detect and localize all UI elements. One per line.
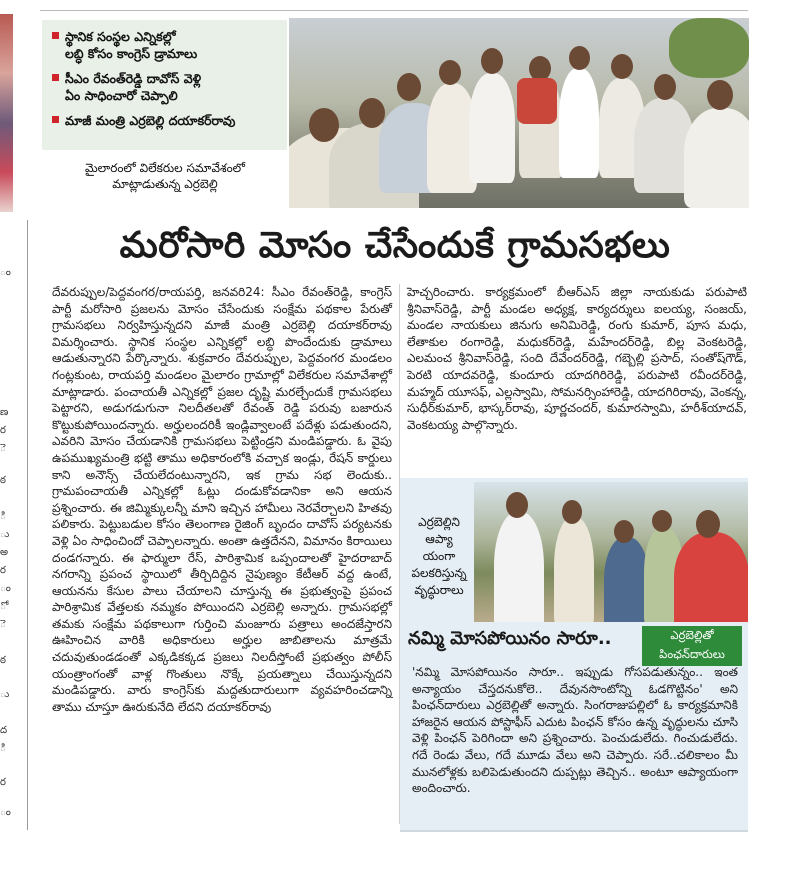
caption-line: పలకరిస్తున్న <box>411 566 467 580</box>
strip-glyph: ఠ <box>0 475 6 486</box>
strip-glyph: ర <box>0 565 6 576</box>
caption-line: ఆప్యా <box>425 532 453 546</box>
strip-glyph: ం <box>0 267 11 278</box>
highlight-text: స్థానిక సంస్థల ఎన్నికల్లో <box>65 29 176 44</box>
highlight-item <box>52 28 197 62</box>
strip-glyph: ద <box>0 725 8 736</box>
caption-line: మాట్లాడుతున్న ఎర్రబెల్లి <box>112 177 218 191</box>
highlight-text: ఏం సాధించారో చెప్పాలి <box>65 88 178 103</box>
pensioners-photo <box>474 482 748 622</box>
strip-glyph: ో <box>0 601 6 612</box>
headline: మరోసారి మోసం చేసేందుకే గ్రామసభలు <box>119 225 671 266</box>
strip-glyph: ు <box>0 529 10 540</box>
neighbor-photo-edge <box>0 14 13 212</box>
tag-line: పింఛన్‌దారులు <box>659 647 725 661</box>
strip-glyph: ు <box>0 689 10 700</box>
highlight-text: సీఎం రేవంత్‌రెడ్డి దావోస్ వెళ్లి <box>65 71 202 86</box>
top-rule <box>40 10 748 11</box>
strip-glyph: ి <box>0 743 6 754</box>
inset-story <box>400 478 748 830</box>
inset-photo-caption <box>408 514 470 599</box>
article-body-left: దేవరుప్పుల/పెద్దవంగర/రాయపర్తి, జనవరి24: సీఎం రేవంత్‌రెడ్డి, కాంగ్రెస్ పార్టీ మరోసారి ప్రజలను మోసం చేసేందుకు సంక్షేమ పథకాల పేరుతో గ్రామసభలు నిర్వహిస్తున్నదని మాజీ మంత్రి ఎర్రబెల్లి దయాకర్‌రావు విమర్శించారు. స్థానిక సంస్థల ఎన్నికల్లో లబ్ధి పొందేందుకు డ్రామాలు ఆడుతున్నారని పేర్కొన్నారు. శుక్రవారం దేవరుప్పుల, పెద్దవంగర మండలం గంట్లకుంట, రాయపర్తి మండలం మైలారం గ్రామాల్లో విలేకరుల సమావేశాల్లో మాట్లాడారు. పంచాయతీ ఎన్నికల్లో ప్రజల దృష్టి మరల్చేందుకే గ్రామసభలు పెట్టారని, అడుగడుగునా నిలదీతలతో రేవంత్ రెడ్డి పరువు బజారున కొట్టుకుపోయిందన్నారు. అర్హులందరికీ ఇండ్లివ్వాలంటే పదేళ్లు పడుతుందని, ఎవరిని మోసం చేయడానికి గ్రామసభలు పెట్టిండ్రని మండిపడ్డారు. ఓ వైపు ఉపముఖ్యమంత్రి భట్టి తాము అధికారంలోకి వచ్చాక ఇండ్లు, రేషన్ కార్డులు కాని అనౌన్స్ చేయలేదంటున్నారని, ఇక గ్రామ సభ లెందుకు.. గ్రామపంచాయతీ ఎన్నికల్లో ఓట్లు దండుకోవడానికా అని ఆయన ప్రశ్నించారు. ఈ జిమ్మిక్కులన్నీ మాని ఇచ్చిన హామీలు నెరవేర్చాలని హితవు పలికారు. పెట్టుబడుల కోసం తెలంగాణ రైజింగ్ బృందం దావోస్ పర్యటనకు వెళ్లి ఏం సాధించిందో చెప్పాలన్నారు. అంతా ఉత్తదేనని, విమానం కిరాయిలు దండగన్నారు. ఈ ఫార్ములా రేస్, పారిశ్రామిక ఒప్పందాలతో హైదరాబాద్ నగరాన్ని ప్రపంచ స్థాయిలో తీర్చిదిద్దిన నైపుణ్యం కేటీఆర్ వద్ద ఉంటే, ఆయనను కేసుల పాలు చేయాలని చూస్తున్న ఈ ప్రభుత్వంపై ప్రపంచ పారిశ్రామిక వేత్తలకు నమ్మకం పోయిందని ఎర్రబెల్లి అన్నారు. గ్రామసభల్లో తమకు సంక్షేమ పథకాలుగా గుర్తించి మంజూరు పత్రాలు అందజేస్తారని ఊహించిన వారికి అధికారులు అర్హుల జాబితాలను మాత్రమే చదువుతుండడంతో ఎక్కడికక్కడ ప్రజలు నిలదీస్తోంటే ప్రభుత్వం పోలీస్ యంత్రాంగంతో వాళ్ల గొంతులు నొక్కే ప్రయత్నాలు చేయిస్తున్నదని మండిపడ్డారు. వారు కాంగ్రెస్‌కు మద్దతుదారులుగా వ్యవహరించడాన్ని తాము చూస్తూ ఊరుకునేది లేదని దయాకర్‌రావు <box>52 285 392 714</box>
left-neighbor-strip <box>0 0 30 830</box>
highlight-text: లబ్ధి కోసం కాంగ్రెస్ డ్రామాలు <box>65 46 198 61</box>
caption-line: ఎర్రబెల్లిని <box>418 515 460 529</box>
column-divider <box>27 220 28 830</box>
caption-line: యంగా <box>422 549 456 563</box>
strip-glyph: ె <box>0 443 6 454</box>
inset-headline: నమ్మి మోసపోయినం సారూ.. <box>408 628 612 649</box>
strip-glyph: ణ <box>0 407 9 418</box>
strip-glyph: ం <box>0 807 11 818</box>
press-meet-photo <box>289 18 749 208</box>
bullet-square-icon <box>52 32 59 39</box>
highlight-item <box>52 70 201 104</box>
highlights-box <box>42 20 287 150</box>
strip-glyph: అ <box>0 547 8 558</box>
bottom-rule <box>400 830 748 832</box>
strip-glyph: ర <box>0 777 6 788</box>
strip-glyph: ం <box>0 583 11 594</box>
caption-line: మైలారంలో విలేకరుల సమావేశంలో <box>84 161 246 175</box>
strip-glyph: ి <box>0 511 6 522</box>
highlight-item <box>52 112 235 129</box>
article-body-right: హెచ్చరించారు. కార్యక్రమంలో బీఆర్ఎస్ జిల్లా నాయకుడు పరుపాటి శ్రీనివాస్‌రెడ్డి, పార్టీ మండల అధ్యక్ష, కార్యదర్శులు ఐలయ్య, సంజయ్, మండల నాయకులు జినుగు అనిమిరెడ్డి, రంగు కుమార్, పూస మధు, లేతాకుల రంగారెడ్డి, మధుకర్‌రెడ్డి, మహేందర్‌రెడ్డి, బిల్ల వెంకటరెడ్డి, ఎలమంచ శ్రీనివాస్‌రెడ్డి, సంది దేవేందర్‌రెడ్డి, గబ్బెల్లి ప్రసాద్, సంతోష్‌గౌడ్, పెరటి యాదవరెడ్డి, కుందూరు యాదగిరిరెడ్డి, పరుపాటి రవీందర్‌రెడ్డి, మహ్మద్ యూసఫ్, ఎల్లస్వామి, సోమనర్సింహారెడ్డి, యాదగిరిరావు, వెంకన్న, సుధీర్‌కుమార్, భాస్కర్‌రావు, పూర్ణచందర్, కుమారస్వామి, హరీశ్‌యాదవ్, వెంకటయ్య పాల్గొన్నారు. <box>407 285 747 432</box>
caption-line: వృద్ధురాలు <box>414 583 464 597</box>
bullet-square-icon <box>52 116 59 123</box>
strip-glyph: ె <box>0 619 6 630</box>
inset-tag-badge <box>642 626 742 666</box>
strip-glyph: ర <box>0 425 6 436</box>
inset-body: 'నమ్మి మోసపోయినం సారూ.. ఇప్పుడు గోసపడుతున్నం.. ఇంత అన్యాయం చేస్తదనుకోలె.. దేవునసొంటోన్ని ఓడగొట్టినం' అని పింఛన్‌దారులు ఎర్రబెల్లితో అన్నారు. సింగరాజుపల్లిలో ఓ కార్యక్రమానికి హాజరైన ఆయన పోస్టాఫీస్ ఎదుట పింఛన్ కోసం ఉన్న వృద్ధులను చూసి వెళ్లి పింఛన్ పెరిగిందా అని ప్రశ్నించారు. పెంచుడులేదు. గించుడులేదు. గదే రెండు వేలు, గదే మూడు వేలు అని చెప్పారు. సరే..చలికాలం మీ మునలోళ్లకు బలిపెడుతుందని దుప్పట్లు తెచ్చిన.. అంటూ ఆప్యాయంగా అందించారు. <box>412 665 738 796</box>
highlight-text: మాజీ మంత్రి ఎర్రబెల్లి దయాకర్‌రావు <box>65 113 236 128</box>
photo-caption <box>50 160 280 192</box>
strip-glyph: ఠ <box>0 655 6 666</box>
tag-line: ఎర్రబెల్లితో <box>670 628 714 642</box>
bullet-square-icon <box>52 74 59 81</box>
